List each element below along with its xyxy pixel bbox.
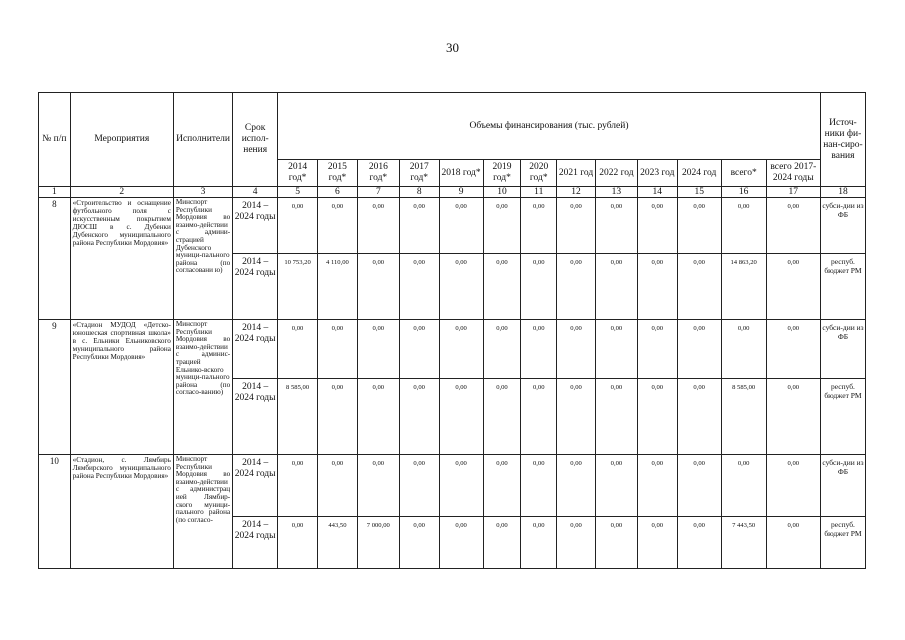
header-events: Мероприятия <box>70 93 173 187</box>
value-cell: 0,00 <box>637 198 677 254</box>
header-total-2017: всего 2017-2024 годы <box>766 160 820 187</box>
value-cell: 0,00 <box>399 254 439 320</box>
value-cell: 4 110,00 <box>318 254 358 320</box>
header-year: 2023 год <box>637 160 677 187</box>
value-cell: 7 000,00 <box>357 517 399 569</box>
value-cell: 0,00 <box>557 320 596 379</box>
event-name: «Стадион МУДОД «Детско-юношеская спортивная школа» в с. Ельники Ельниковского муниципального района Республики Мордовия» <box>70 320 173 455</box>
value-cell: 0,00 <box>278 517 318 569</box>
value-cell: 10 753,20 <box>278 254 318 320</box>
header-year: 2024 год <box>677 160 721 187</box>
header-year: 2017 год* <box>399 160 439 187</box>
value-cell: 0,00 <box>278 320 318 379</box>
column-number: 13 <box>595 187 637 198</box>
source-cell: респуб. бюджет РМ <box>820 517 865 569</box>
value-cell: 0,00 <box>557 198 596 254</box>
value-cell: 0,00 <box>721 198 766 254</box>
value-cell: 0,00 <box>399 320 439 379</box>
source-cell: респуб. бюджет РМ <box>820 379 865 455</box>
table-row <box>39 198 866 254</box>
term-cell: 2014 – 2024 годы <box>233 455 278 517</box>
value-cell: 0,00 <box>595 517 637 569</box>
value-cell: 0,00 <box>557 254 596 320</box>
value-cell: 0,00 <box>766 198 820 254</box>
column-numbers-row <box>39 187 866 198</box>
row-number: 9 <box>39 320 71 455</box>
table-row <box>39 455 866 517</box>
value-cell: 0,00 <box>483 517 521 569</box>
value-cell: 0,00 <box>483 254 521 320</box>
term-cell: 2014 – 2024 годы <box>233 254 278 320</box>
value-cell: 0,00 <box>766 320 820 379</box>
header-year: 2018 год* <box>439 160 483 187</box>
header-year: 2019 год* <box>483 160 521 187</box>
column-number: 14 <box>637 187 677 198</box>
column-number: 18 <box>820 187 865 198</box>
value-cell: 0,00 <box>595 254 637 320</box>
value-cell: 0,00 <box>439 379 483 455</box>
header-total: всего* <box>721 160 766 187</box>
value-cell: 0,00 <box>278 198 318 254</box>
value-cell: 0,00 <box>557 455 596 517</box>
column-number: 12 <box>557 187 596 198</box>
header-year: 2014 год* <box>278 160 318 187</box>
value-cell: 0,00 <box>521 254 557 320</box>
value-cell: 0,00 <box>677 379 721 455</box>
column-number: 3 <box>173 187 232 198</box>
header-year: 2015 год* <box>318 160 358 187</box>
value-cell: 0,00 <box>483 320 521 379</box>
value-cell: 0,00 <box>595 455 637 517</box>
column-number: 1 <box>39 187 71 198</box>
value-cell: 0,00 <box>637 455 677 517</box>
value-cell: 0,00 <box>439 198 483 254</box>
value-cell: 0,00 <box>357 379 399 455</box>
value-cell: 14 863,20 <box>721 254 766 320</box>
header-year: 2021 год <box>557 160 596 187</box>
value-cell: 0,00 <box>439 455 483 517</box>
header-executors: Исполнители <box>173 93 232 187</box>
value-cell: 0,00 <box>399 379 439 455</box>
term-cell: 2014 – 2024 годы <box>233 320 278 379</box>
row-number: 8 <box>39 198 71 320</box>
value-cell: 0,00 <box>677 198 721 254</box>
value-cell: 0,00 <box>721 455 766 517</box>
header-year: 2016 год* <box>357 160 399 187</box>
column-number: 5 <box>278 187 318 198</box>
header-term: Срок испол-нения <box>233 93 278 187</box>
value-cell: 0,00 <box>318 320 358 379</box>
executor-name: Минспорт Республики Мордовия во взаимо-действии с администрац ией Лямбир-ского муници-пального района (по согласо- <box>173 455 232 569</box>
value-cell: 0,00 <box>318 379 358 455</box>
table-row <box>39 320 866 379</box>
value-cell: 0,00 <box>677 517 721 569</box>
value-cell: 0,00 <box>637 320 677 379</box>
header-year: 2020 год* <box>521 160 557 187</box>
value-cell: 0,00 <box>357 320 399 379</box>
term-cell: 2014 – 2024 годы <box>233 198 278 254</box>
term-cell: 2014 – 2024 годы <box>233 517 278 569</box>
column-number: 15 <box>677 187 721 198</box>
event-name: «Стадион, с. Лямбирь Лямбирского муниципального района Республики Мордовия» <box>70 455 173 569</box>
value-cell: 0,00 <box>595 198 637 254</box>
source-cell: субси-дии из ФБ <box>820 320 865 379</box>
value-cell: 0,00 <box>766 517 820 569</box>
header-year: 2022 год <box>595 160 637 187</box>
event-name: «Строительство и оснащение футбольного поля с искусственным покрытием ДЮСШ в с. Дубенки Дубенского муниципального района Республики Мордовия» <box>70 198 173 320</box>
executor-name: Минспорт Республики Мордовия во взаимо-действии с админи-страцией Дубенского муници-пального района (по согласовани ю) <box>173 198 232 320</box>
value-cell: 0,00 <box>483 379 521 455</box>
value-cell: 0,00 <box>439 517 483 569</box>
value-cell: 7 443,50 <box>721 517 766 569</box>
value-cell: 0,00 <box>637 254 677 320</box>
column-number: 16 <box>721 187 766 198</box>
value-cell: 0,00 <box>766 455 820 517</box>
value-cell: 0,00 <box>278 455 318 517</box>
row-number: 10 <box>39 455 71 569</box>
executor-name: Минспорт Республики Мордовия во взаимо-действии с админис-трацией Ельнико-вского муници-пального района (по согласо-ванию) <box>173 320 232 455</box>
value-cell: 0,00 <box>677 320 721 379</box>
value-cell: 0,00 <box>557 379 596 455</box>
column-number: 4 <box>233 187 278 198</box>
value-cell: 0,00 <box>439 254 483 320</box>
value-cell: 0,00 <box>521 198 557 254</box>
value-cell: 8 585,00 <box>721 379 766 455</box>
value-cell: 0,00 <box>766 379 820 455</box>
value-cell: 0,00 <box>483 198 521 254</box>
value-cell: 0,00 <box>357 254 399 320</box>
header-volumes: Объемы финансирования (тыс. рублей) <box>278 93 821 160</box>
source-cell: субси-дии из ФБ <box>820 198 865 254</box>
value-cell: 0,00 <box>483 455 521 517</box>
value-cell: 8 585,00 <box>278 379 318 455</box>
value-cell: 0,00 <box>595 320 637 379</box>
column-number: 6 <box>318 187 358 198</box>
value-cell: 0,00 <box>439 320 483 379</box>
value-cell: 0,00 <box>521 379 557 455</box>
value-cell: 0,00 <box>357 455 399 517</box>
source-cell: субси-дии из ФБ <box>820 455 865 517</box>
term-cell: 2014 – 2024 годы <box>233 379 278 455</box>
value-cell: 0,00 <box>637 379 677 455</box>
value-cell: 0,00 <box>399 455 439 517</box>
value-cell: 0,00 <box>318 455 358 517</box>
column-number: 8 <box>399 187 439 198</box>
value-cell: 0,00 <box>766 254 820 320</box>
value-cell: 0,00 <box>677 254 721 320</box>
value-cell: 0,00 <box>318 198 358 254</box>
value-cell: 0,00 <box>357 198 399 254</box>
value-cell: 0,00 <box>677 455 721 517</box>
column-number: 17 <box>766 187 820 198</box>
value-cell: 0,00 <box>557 517 596 569</box>
value-cell: 0,00 <box>521 320 557 379</box>
financing-table <box>38 92 866 569</box>
column-number: 10 <box>483 187 521 198</box>
value-cell: 443,50 <box>318 517 358 569</box>
column-number: 2 <box>70 187 173 198</box>
value-cell: 0,00 <box>521 517 557 569</box>
value-cell: 0,00 <box>637 517 677 569</box>
page-number: 30 <box>446 40 459 55</box>
value-cell: 0,00 <box>595 379 637 455</box>
value-cell: 0,00 <box>521 455 557 517</box>
column-number: 7 <box>357 187 399 198</box>
value-cell: 0,00 <box>399 517 439 569</box>
column-number: 11 <box>521 187 557 198</box>
value-cell: 0,00 <box>721 320 766 379</box>
column-number: 9 <box>439 187 483 198</box>
header-num: № п/п <box>39 93 71 187</box>
header-source: Источ-ники фи-нан-сиро-вания <box>820 93 865 187</box>
header-row <box>39 93 866 160</box>
source-cell: респуб. бюджет РМ <box>820 254 865 320</box>
table-body <box>39 198 866 569</box>
value-cell: 0,00 <box>399 198 439 254</box>
